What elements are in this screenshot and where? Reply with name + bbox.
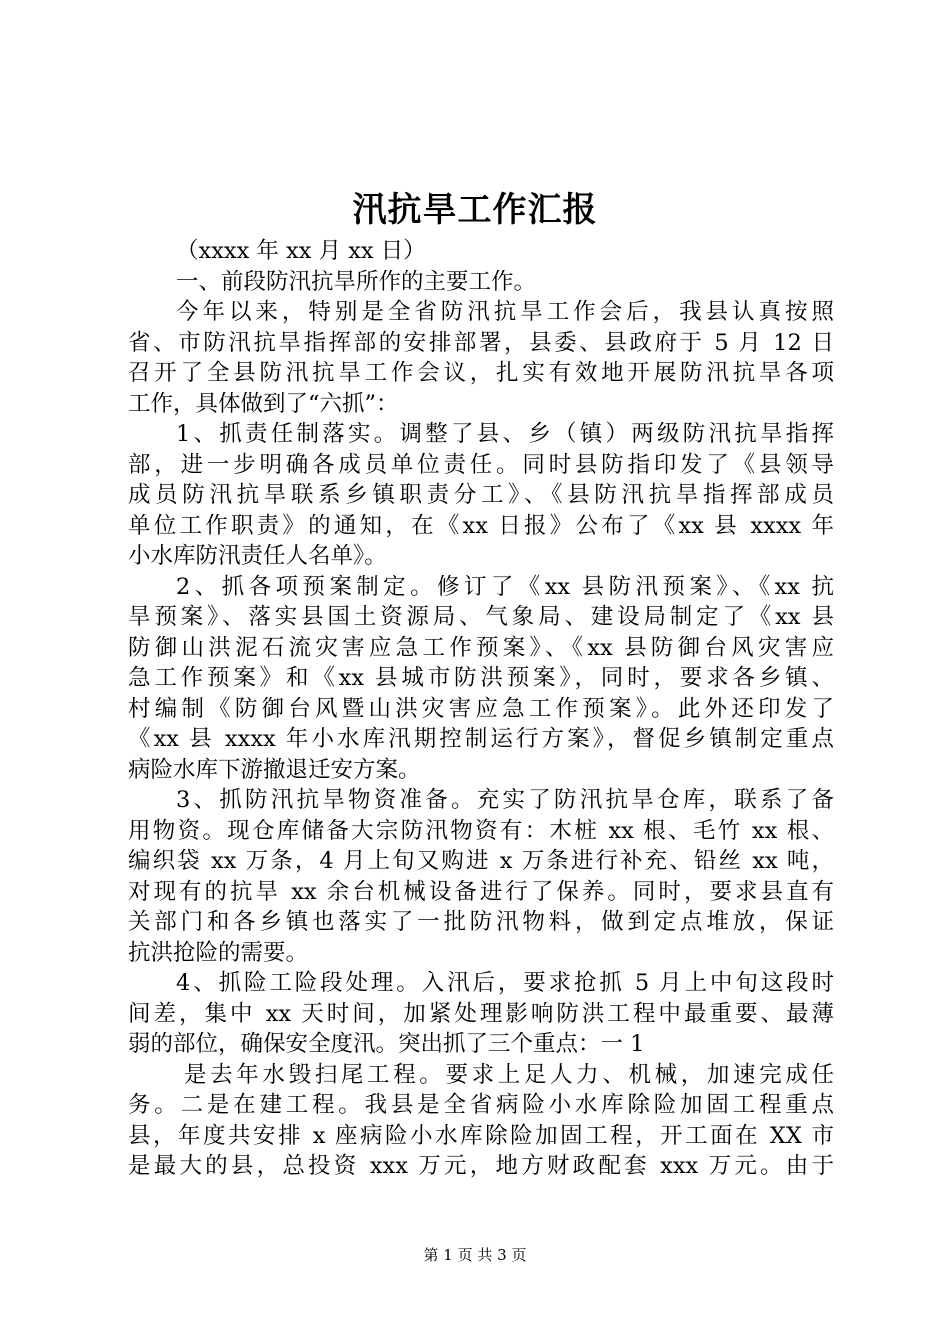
body-text-line: 《xx 县 xxxx 年小水库汛期控制运行方案》，督促乡镇制定重点 — [128, 726, 834, 752]
body-text-line: 对现有的抗旱 xx 余台机械设备进行了保养。同时，要求县直有 — [128, 878, 834, 905]
body-text-line: 抗洪抢险的需要。 — [128, 939, 309, 966]
body-text-line: 成员防汛抗旱联系乡镇职责分工》、《县防汛抗旱指挥部成员 — [128, 482, 834, 508]
body-text-line: 编织袋 xx 万条，4 月上旬又购进 x 万条进行补充、铅丝 xx 吨， — [128, 848, 834, 874]
body-text-line: 省、市防汛抗旱指挥部的安排部署，县委、县政府于 5 月 12 日 — [128, 329, 834, 356]
body-text-line: 关部门和各乡镇也落实了一批防汛物料，做到定点堆放，保证 — [128, 909, 834, 935]
body-text-line: 务。二是在建工程。我县是全省病险小水库除险加固工程重点 — [128, 1092, 834, 1118]
body-text-line: 防御山洪泥石流灾害应急工作预案》、《xx 县防御台风灾害应 — [128, 634, 834, 661]
body-text-line: 4、抓险工险段处理。入汛后，要求抢抓 5 月上中旬这段时 — [176, 970, 834, 996]
body-text-line: 2、抓各项预案制定。修订了《xx 县防汛预案》、《xx 抗 — [176, 573, 834, 600]
body-text-line: 用物资。现仓库储备大宗防汛物资有：木桩 xx 根、毛竹 xx 根、 — [128, 817, 834, 844]
body-text-line: 病险水库下游撤退迁安方案。 — [128, 756, 421, 783]
document-title: 汛抗旱工作汇报 — [352, 190, 598, 230]
document-body — [128, 236, 834, 1182]
body-text-line: 旱预案》、落实县国土资源局、气象局、建设局制定了《xx 县 — [128, 604, 834, 630]
body-text-line: 小水库防汛责任人名单》。 — [128, 543, 387, 569]
body-text-line: 弱的部位，确保安全度汛。突出抓了三个重点：一 1 — [128, 1031, 645, 1057]
body-text-line: （xxxx 年 xx 月 xx 日） — [176, 238, 426, 264]
page-footer: 第 1 页 共 3 页 — [423, 1246, 527, 1264]
body-text-line: 单位工作职责》的通知，在《xx 日报》公布了《xx 县 xxxx 年 — [128, 512, 834, 539]
body-text-line: 工作，具体做到了“六抓”： — [128, 390, 399, 417]
body-text-line: 间差，集中 xx 天时间，加紧处理影响防洪工程中最重要、最薄 — [128, 1000, 834, 1027]
body-text-line: 是最大的县，总投资 xxx 万元，地方财政配套 xxx 万元。由于 — [128, 1153, 834, 1179]
body-text-line: 一、前段防汛抗旱所作的主要工作。 — [176, 268, 537, 295]
body-text-line: 1、抓责任制落实。调整了县、乡（镇）两级防汛抗旱指挥 — [176, 421, 834, 447]
body-text-line: 今年以来，特别是全省防汛抗旱工作会后，我县认真按照 — [176, 299, 834, 325]
body-text-line: 召开了全县防汛抗旱工作会议，扎实有效地开展防汛抗旱各项 — [128, 360, 834, 386]
body-text-line: 县，年度共安排 x 座病险小水库除险加固工程，开工面在 XX 市 — [128, 1122, 834, 1149]
body-text-line: 村编制《防御台风暨山洪灾害应急工作预案》。此外还印发了 — [128, 695, 834, 722]
body-text-line: 是去年水毁扫尾工程。要求上足人力、机械，加速完成任 — [184, 1061, 834, 1088]
body-text-line: 部，进一步明确各成员单位责任。同时县防指印发了《县领导 — [128, 451, 834, 478]
body-text-line: 3、抓防汛抗旱物资准备。充实了防汛抗旱仓库，联系了备 — [176, 787, 834, 813]
body-text-line: 急工作预案》和《xx 县城市防洪预案》，同时，要求各乡镇、 — [128, 665, 834, 691]
